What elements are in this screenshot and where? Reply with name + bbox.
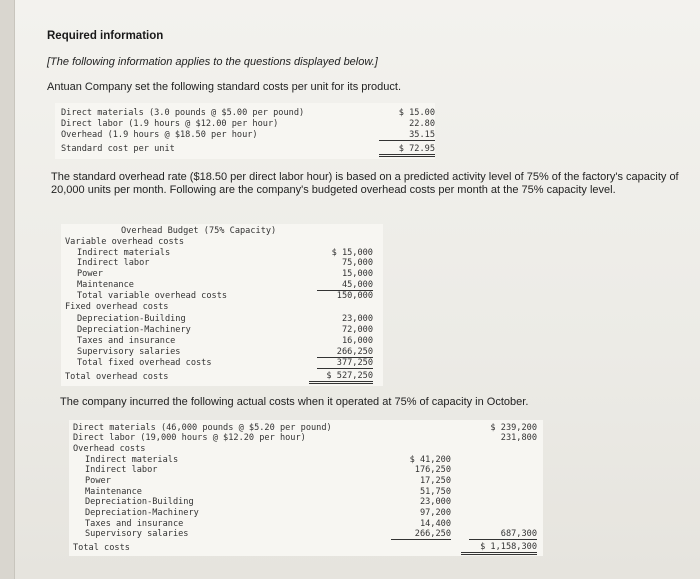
actual-overhead-value: 97,200 bbox=[419, 508, 451, 518]
budget-item-value: 72,000 bbox=[341, 325, 373, 335]
actual-cost-table bbox=[69, 420, 543, 556]
variable-heading: Variable overhead costs bbox=[65, 237, 184, 247]
overhead-rate-paragraph: The standard overhead rate ($18.50 per direct labor hour) is based on a predicted activity level of 75% of the factory's capacity of 20,000 units per month. Following are the company's budgeted overhead costs per month at the 75% capacity level. bbox=[51, 171, 679, 196]
overhead-budget-table bbox=[61, 224, 383, 386]
total-costs-label: Total costs bbox=[73, 543, 130, 553]
standard-cost-table bbox=[55, 103, 435, 159]
std-total-value: $ 72.95 bbox=[379, 144, 435, 157]
actual-row-value: $ 239,200 bbox=[490, 423, 537, 433]
actual-overhead-label: Maintenance bbox=[85, 487, 142, 497]
budget-item-label: Indirect materials bbox=[77, 248, 171, 258]
actual-overhead-label: Depreciation-Building bbox=[85, 497, 194, 507]
fixed-heading: Fixed overhead costs bbox=[65, 302, 169, 312]
actual-overhead-total: 687,300 bbox=[469, 529, 537, 540]
budget-item-label: Power bbox=[77, 269, 103, 279]
budget-item-label: Depreciation-Building bbox=[77, 314, 186, 324]
std-total-label: Standard cost per unit bbox=[61, 144, 175, 154]
budget-item-value: 266,250 bbox=[317, 347, 373, 358]
budget-item-value: 75,000 bbox=[341, 258, 373, 268]
total-fixed-label: Total fixed overhead costs bbox=[77, 358, 212, 368]
std-row-label: Direct materials (3.0 pounds @ $5.00 per pound) bbox=[61, 108, 305, 118]
actual-row-label: Direct materials (46,000 pounds @ $5.20 per pound) bbox=[73, 423, 332, 433]
budget-item-value: 16,000 bbox=[341, 336, 373, 346]
std-row-value: 22.80 bbox=[409, 119, 435, 129]
total-costs-value: $ 1,158,300 bbox=[461, 542, 537, 555]
actual-overhead-label: Indirect materials bbox=[85, 455, 179, 465]
total-overhead-label: Total overhead costs bbox=[65, 372, 169, 382]
budget-title: Overhead Budget (75% Capacity) bbox=[121, 226, 277, 236]
actual-overhead-label: Supervisory salaries bbox=[85, 529, 189, 539]
actual-row-value: 231,800 bbox=[500, 433, 537, 443]
budget-item-value: 23,000 bbox=[341, 314, 373, 324]
budget-item-label: Indirect labor bbox=[77, 258, 150, 268]
std-row-value: $ 15.00 bbox=[398, 108, 435, 118]
actual-overhead-heading: Overhead costs bbox=[73, 444, 146, 454]
note-text: [The following information applies to the questions displayed below.] bbox=[47, 56, 378, 68]
actual-overhead-value: 17,250 bbox=[419, 476, 451, 486]
actual-row-label: Direct labor (19,000 hours @ $12.20 per hour) bbox=[73, 433, 306, 443]
intro-text: Antuan Company set the following standard costs per unit for its product. bbox=[47, 81, 402, 93]
total-variable-value: 150,000 bbox=[336, 291, 373, 301]
budget-item-label: Maintenance bbox=[77, 280, 134, 290]
actual-overhead-label: Indirect labor bbox=[85, 465, 158, 475]
std-row-label: Overhead (1.9 hours @ $18.50 per hour) bbox=[61, 130, 258, 140]
total-variable-label: Total variable overhead costs bbox=[77, 291, 228, 301]
actual-overhead-value: 266,250 bbox=[391, 529, 451, 540]
actual-overhead-label: Taxes and insurance bbox=[85, 519, 184, 529]
budget-item-value: 45,000 bbox=[317, 280, 373, 291]
actual-overhead-value: 23,000 bbox=[419, 497, 451, 507]
budget-item-label: Taxes and insurance bbox=[77, 336, 176, 346]
document-page bbox=[14, 0, 700, 579]
total-fixed-value: 377,250 bbox=[317, 358, 373, 369]
actual-overhead-label: Power bbox=[85, 476, 111, 486]
budget-item-label: Depreciation-Machinery bbox=[77, 325, 191, 335]
total-overhead-value: $ 527,250 bbox=[309, 371, 373, 384]
actual-overhead-label: Depreciation-Machinery bbox=[85, 508, 199, 518]
budget-item-label: Supervisory salaries bbox=[77, 347, 181, 357]
actual-overhead-value: $ 41,200 bbox=[409, 455, 451, 465]
budget-item-value: $ 15,000 bbox=[331, 248, 373, 258]
actual-overhead-value: 51,750 bbox=[419, 487, 451, 497]
std-row-label: Direct labor (1.9 hours @ $12.00 per hour) bbox=[61, 119, 279, 129]
budget-item-value: 15,000 bbox=[341, 269, 373, 279]
actual-overhead-value: 14,400 bbox=[419, 519, 451, 529]
section-title: Required information bbox=[47, 30, 164, 42]
actual-intro-text: The company incurred the following actual costs when it operated at 75% of capacity in October. bbox=[60, 396, 529, 408]
std-row-value: 35.15 bbox=[379, 130, 435, 141]
actual-overhead-value: 176,250 bbox=[414, 465, 451, 475]
